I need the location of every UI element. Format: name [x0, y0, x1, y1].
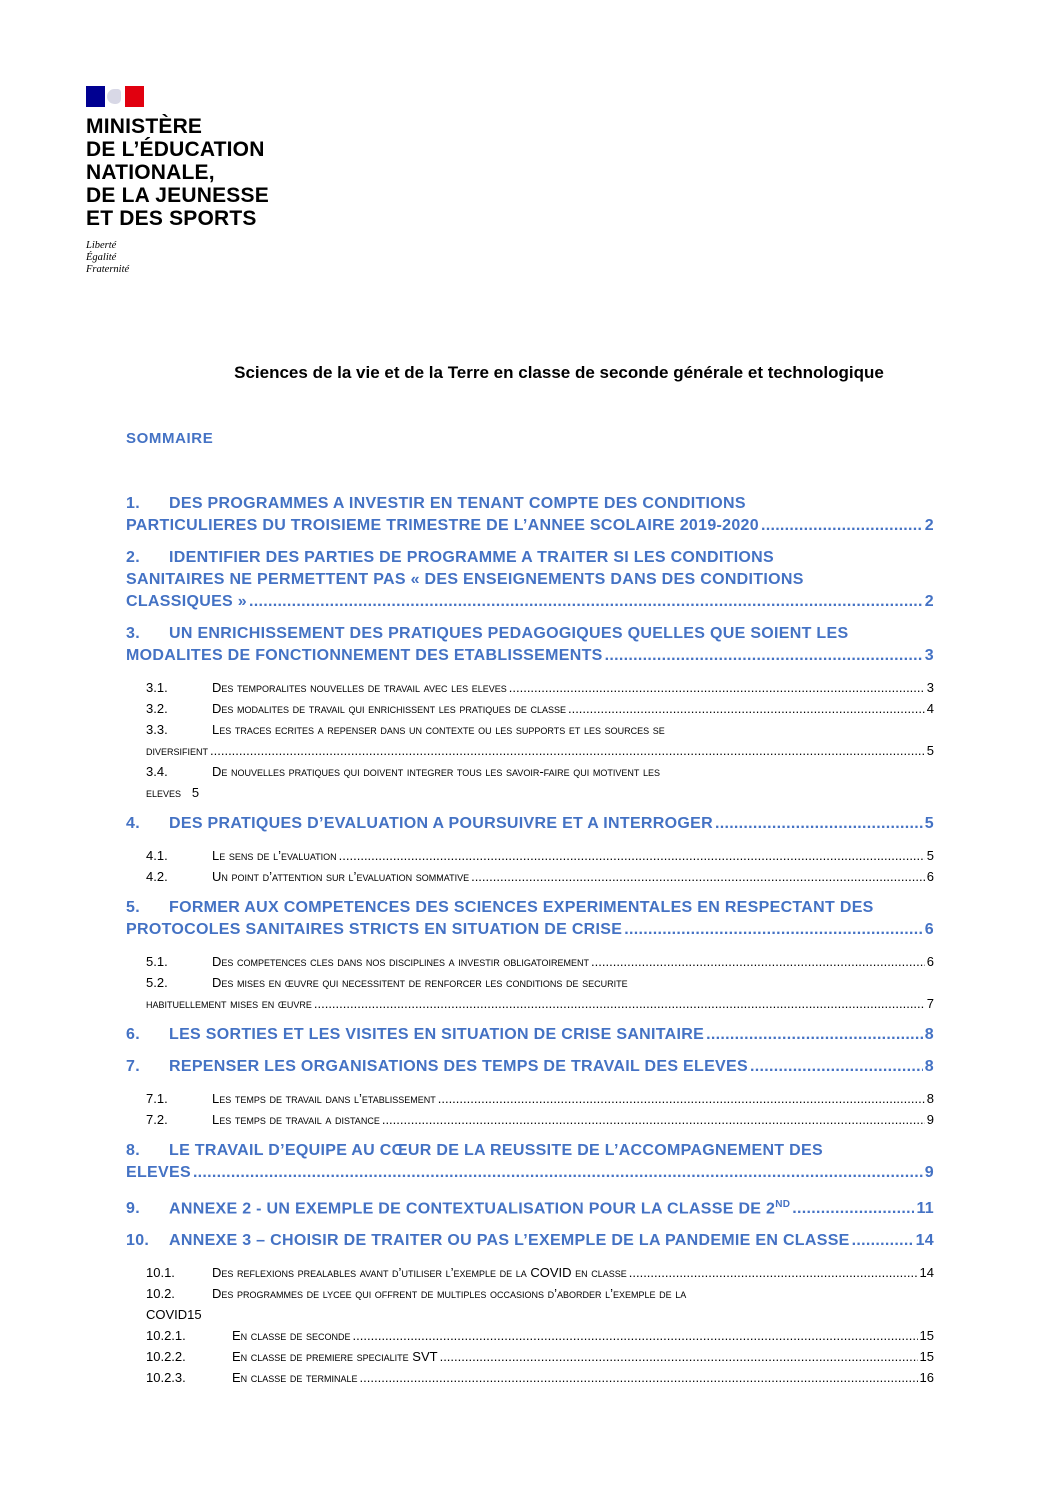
toc-entry-3[interactable]: 3. UN ENRICHISSEMENT DES PRATIQUES PEDAGOGIQUES QUELLES QUE SOIENT LES MODALITES DE FONCTIONNEMENT DES ETABLISSEMENTS ..... 3: [126, 623, 934, 667]
toc-entry-5[interactable]: 5. FORMER AUX COMPETENCES DES SCIENCES EXPERIMENTALES EN RESPECTANT DES PROTOCOLES SANITAIRES STRICTS EN SITUATION DE CRISE ..... 6: [126, 897, 934, 941]
toc-group-3: [126, 677, 934, 803]
toc-entry-10-1[interactable]: 10.1. Des reflexions prealables avant d’utiliser l’exemple de la COVID en classe ..... 14: [126, 1262, 934, 1283]
toc-entry-6[interactable]: 6. LES SORTIES ET LES VISITES EN SITUATION DE CRISE SANITAIRE ..... 8: [126, 1024, 934, 1046]
toc-entry-3-2[interactable]: 3.2. Des modalites de travail qui enrichissent les pratiques de classe ..... 4: [126, 698, 934, 719]
toc-entry-7-2[interactable]: 7.2. Les temps de travail a distance ..... 9: [126, 1109, 934, 1130]
toc-entry-10-2-2[interactable]: 10.2.2. En classe de premiere specialite SVT ..... 15: [126, 1346, 934, 1367]
toc-entry-2[interactable]: 2. IDENTIFIER DES PARTIES DE PROGRAMME A TRAITER SI LES CONDITIONS SANITAIRES NE PERMETTENT PAS « DES ENSEIGNEMENTS DANS DES CONDITIONS CLASSIQUES » ..... 2: [126, 547, 934, 613]
toc-group-10: [126, 1262, 934, 1388]
toc-entry-7-1[interactable]: 7.1. Les temps de travail dans l’etablissement ..... 8: [126, 1088, 934, 1109]
toc-entry-3-4[interactable]: 3.4. De nouvelles pratiques qui doivent integrer tous les savoir-faire qui motivent les eleves 5: [146, 764, 661, 800]
republic-motto: Liberté Égalité Fraternité: [86, 240, 130, 275]
toc-group-5: [126, 951, 934, 1014]
toc-entry-5-2[interactable]: 5.2. Des mises en œuvre qui necessitent de renforcer les conditions de securite habituellement mises en œuvre ..... 7: [126, 972, 934, 1014]
toc-entry-3-3[interactable]: 3.3. Les traces ecrites a repenser dans un contexte ou les supports et les sources se diversifient ..... 5: [126, 719, 934, 761]
toc-entry-10-2-3[interactable]: 10.2.3. En classe de terminale ..... 16: [126, 1367, 934, 1388]
marianne-flag-icon: [86, 86, 144, 107]
table-of-contents: [126, 493, 934, 1398]
toc-entry-5-1[interactable]: 5.1. Des competences cles dans nos disciplines a investir obligatoirement ..... 6: [126, 951, 934, 972]
toc-entry-1[interactable]: 1. DES PROGRAMMES A INVESTIR EN TENANT COMPTE DES CONDITIONS PARTICULIERES DU TROISIEME TRIMESTRE DE L’ANNEE SCOLAIRE 2019-2020 ..... 2: [126, 493, 934, 537]
toc-group-4: [126, 845, 934, 887]
ministry-name: MINISTÈRE DE L’ÉDUCATION NATIONALE, DE LA JEUNESSE ET DES SPORTS: [86, 115, 269, 230]
toc-entry-10-2[interactable]: 10.2. Des programmes de lycee qui offrent de multiples occasions d’aborder l’exemple de la COVID15: [146, 1286, 687, 1323]
toc-entry-8[interactable]: 8. LE TRAVAIL D’EQUIPE AU CŒUR DE LA REUSSITE DE L’ACCOMPAGNEMENT DES ELEVES ..... 9: [126, 1140, 934, 1184]
toc-entry-10-2-1[interactable]: 10.2.1. En classe de seconde ..... 15: [126, 1325, 934, 1346]
toc-entry-3-1[interactable]: 3.1. Des temporalites nouvelles de travail avec les eleves ..... 3: [126, 677, 934, 698]
toc-entry-4-1[interactable]: 4.1. Le sens de l’evaluation ..... 5: [126, 845, 934, 866]
toc-group-7: [126, 1088, 934, 1130]
toc-entry-4-2[interactable]: 4.2. Un point d’attention sur l’evaluation sommative ..... 6: [126, 866, 934, 887]
toc-entry-10[interactable]: 10. ANNEXE 3 – CHOISIR DE TRAITER OU PAS L’EXEMPLE DE LA PANDEMIE EN CLASSE ..... 14: [126, 1230, 934, 1252]
toc-entry-9[interactable]: 9. ANNEXE 2 - UN EXEMPLE DE CONTEXTUALISATION POUR LA CLASSE DE 2ND ..... 11: [126, 1194, 934, 1220]
toc-entry-7[interactable]: 7. REPENSER LES ORGANISATIONS DES TEMPS DE TRAVAIL DES ELEVES ..... 8: [126, 1056, 934, 1078]
toc-heading: SOMMAIRE: [126, 430, 214, 447]
ministry-logo: [86, 86, 269, 276]
toc-entry-4[interactable]: 4. DES PRATIQUES D’EVALUATION A POURSUIVRE ET A INTERROGER ..... 5: [126, 813, 934, 835]
document-title: Sciences de la vie et de la Terre en classe de seconde générale et technologique: [234, 363, 884, 382]
